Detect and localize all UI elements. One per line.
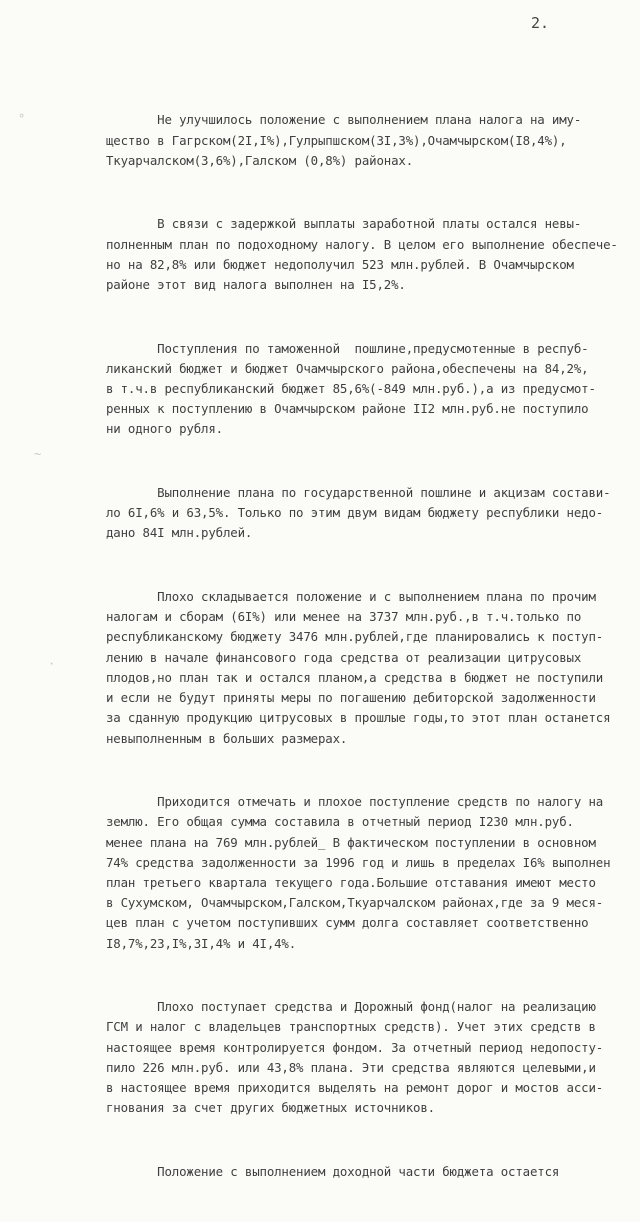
document-body [106, 70, 616, 1222]
paragraph-property-tax: Не улучшилось положение с выполнением плана налога на иму- щество в Гагрском(2I,I%),Гулрыпшском(3I,3%),Очамчырском(I8,4%), Ткуарчалском(3,6%),Галском (0,8%) районах. [106, 112, 582, 168]
paragraph-other-taxes: Плохо складывается положение и с выполнением плана по прочим налогам и сборам (6I%) или менее на 3737 млн.руб.,в т.ч.только по республиканскому бюджету 3476 млн.рублей,где планировались к поступ- лению в начале финансового года средства от реализации цитрусовых плодов,но план так и остался планом,а средства в бюджет не поступили и если не будут приняты меры по погашению дебиторской задолженности за сданную продукцию цитрусовых в прошлые годы,то этот план останется невыполненным в больших размерах. [106, 589, 611, 746]
paragraph-customs-duty: Поступления по таможенной пошлине,предусмотенные в респуб- ликанский бюджет и бюджет Очамчырского района,обеспечены на 84,2%, в т.ч.в республиканский бюджет 85,6%(-849 млн.руб.),а из предусмот- ренных к поступлению в Очамчырском районе II2 млн.руб.не поступило ни одного рубля. [106, 340, 596, 437]
paragraph-budget-revenue: Положение с выполнением доходной части бюджета остается [106, 1163, 560, 1179]
page-number: 2. [531, 14, 550, 32]
margin-scribble: · [48, 657, 56, 671]
paragraph-state-duty-excise: Выполнение плана по государственной пошлине и акцизам состави- ло 6I,6% и 63,5%. Только по этим двум видам бюджету республики недо- дано 84I млн.рублей. [106, 485, 611, 541]
margin-scribble: ~ [34, 447, 42, 461]
margin-scribble: ° [18, 112, 26, 126]
paragraph-land-tax: Приходится отмечать и плохое поступление средств по налогу на землю. Его общая сумма составила в отчетный период I230 млн.руб. менее плана на 769 млн.рублей_ В фактическом поступлении в основном 74% средства задолженности за 1996 год и лишь в пределах I6% выполнен план третьего квартала текущего года.Большие отставания имеют место в Сухумском, Очамчырском,Галском,Ткуарчалском районах,где за 9 меся- цев план с учетом поступивших сумм долга составляет соответственно I8,7%,23,I%,3I,4% и 4I,4%. [106, 794, 611, 951]
paragraph-income-tax: В связи с задержкой выплаты заработной платы остался невы- полненным план по подоходному налогу. В целом его выполнение обеспече- но на 82,8% или бюджет недополучил 523 млн.рублей. В Очамчырском районе этот вид налога выполнен на I5,2%. [106, 216, 618, 293]
paragraph-road-fund: Плохо поступает средства и Дорожный фонд(налог на реализацию ГСМ и налог с владельцев транспортных средств). Учет этих средств в настоящее время контролируется фондом. За отчетный период недопосту- пило 226 млн.руб. или 43,8% плана. Эти средства являются целевыми,и в настоящее время приходится выделять на ремонт дорог и мостов асси- гнования за счет других бюджетных источников. [106, 999, 604, 1116]
